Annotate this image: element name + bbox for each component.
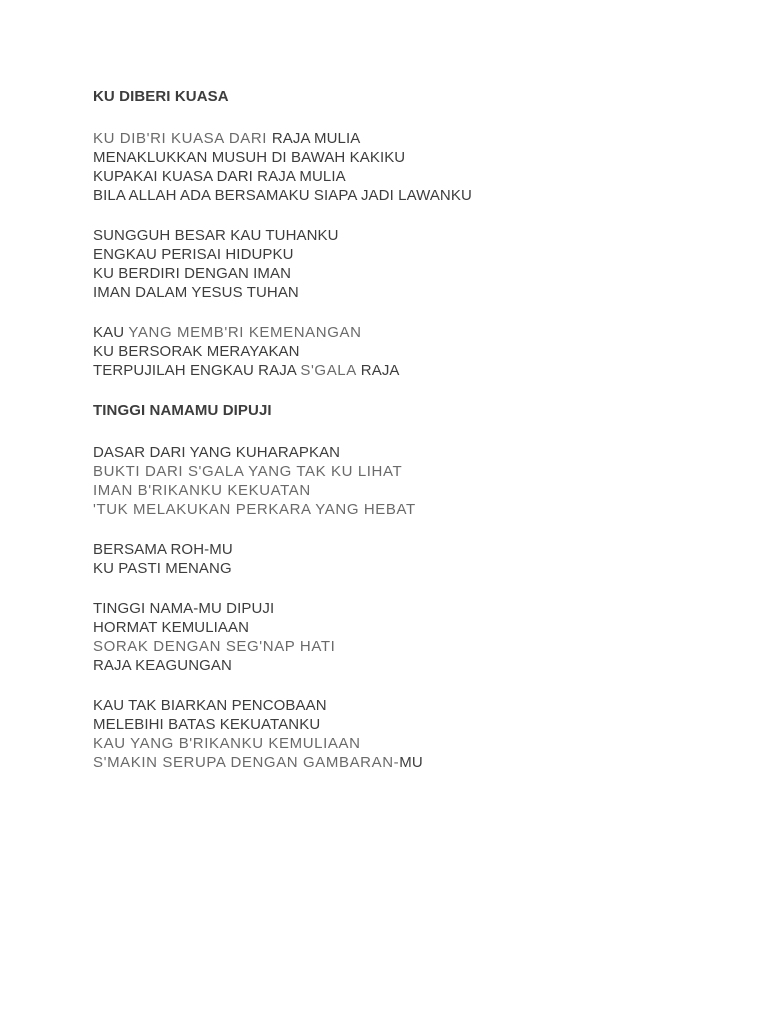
stanza-1 (93, 129, 733, 205)
lyric-line: MENAKLUKKAN MUSUH DI BAWAH KAKIKU (93, 149, 406, 166)
lyric-fragment: YANG MEMB'RI KEMENANGAN (128, 324, 362, 341)
lyric-line: BUKTI DARI S'GALA YANG TAK KU LIHAT (93, 463, 403, 480)
lyric-line: IMAN B'RIKANKU KEKUATAN (93, 482, 311, 499)
lyric-fragment: S'MAKIN SERUPA DENGAN GAMBARAN- (93, 754, 400, 771)
stanza-4 (93, 443, 733, 519)
lyrics-document (93, 87, 733, 793)
lyric-line (93, 753, 733, 772)
lyric-fragment: KAU (93, 324, 129, 341)
lyric-line: RAJA KEAGUNGAN (93, 657, 232, 674)
stanza-3 (93, 323, 733, 380)
lyric-line: ENGKAU PERISAI HIDUPKU (93, 246, 294, 263)
lyric-line: KAU TAK BIARKAN PENCOBAAN (93, 697, 327, 714)
lyric-line: 'TUK MELAKUKAN PERKARA YANG HEBAT (93, 501, 416, 518)
stanza-2 (93, 226, 733, 302)
stanza-7 (93, 696, 733, 772)
lyric-line: MELEBIHI BATAS KEKUATANKU (93, 716, 321, 733)
lyric-fragment: TERPUJILAH ENGKAU RAJA (93, 362, 301, 379)
section-title: TINGGI NAMAMU DIPUJI (93, 402, 272, 419)
lyric-fragment: S'GALA (300, 362, 361, 379)
lyric-line: KU BERDIRI DENGAN IMAN (93, 265, 292, 282)
lyric-line: KU PASTI MENANG (93, 560, 232, 577)
lyric-line (93, 129, 733, 148)
lyric-line: KUPAKAI KUASA DARI RAJA MULIA (93, 168, 346, 185)
lyric-line: DASAR DARI YANG KUHARAPKAN (93, 444, 341, 461)
lyric-line: BILA ALLAH ADA BERSAMAKU SIAPA JADI LAWANKU (93, 187, 472, 204)
lyric-line: TINGGI NAMA-MU DIPUJI (93, 600, 275, 617)
lyric-line (93, 361, 733, 380)
lyric-fragment: KU DIB'RI KUASA DARI (93, 130, 272, 147)
song-title: KU DIBERI KUASA (93, 88, 229, 105)
lyric-line: SORAK DENGAN SEG'NAP HATI (93, 638, 336, 655)
lyric-fragment: MU (399, 754, 423, 771)
lyric-fragment: RAJA (360, 362, 400, 379)
lyric-line: BERSAMA ROH-MU (93, 541, 233, 558)
lyric-line: HORMAT KEMULIAAN (93, 619, 250, 636)
stanza-5 (93, 540, 733, 578)
stanza-6 (93, 599, 733, 675)
lyric-line: IMAN DALAM YESUS TUHAN (93, 284, 299, 301)
lyric-line: SUNGGUH BESAR KAU TUHANKU (93, 227, 339, 244)
lyric-fragment: RAJA MULIA (271, 130, 361, 147)
lyric-line: KAU YANG B'RIKANKU KEMULIAAN (93, 735, 361, 752)
lyric-line: KU BERSORAK MERAYAKAN (93, 343, 300, 360)
lyric-line (93, 323, 733, 342)
